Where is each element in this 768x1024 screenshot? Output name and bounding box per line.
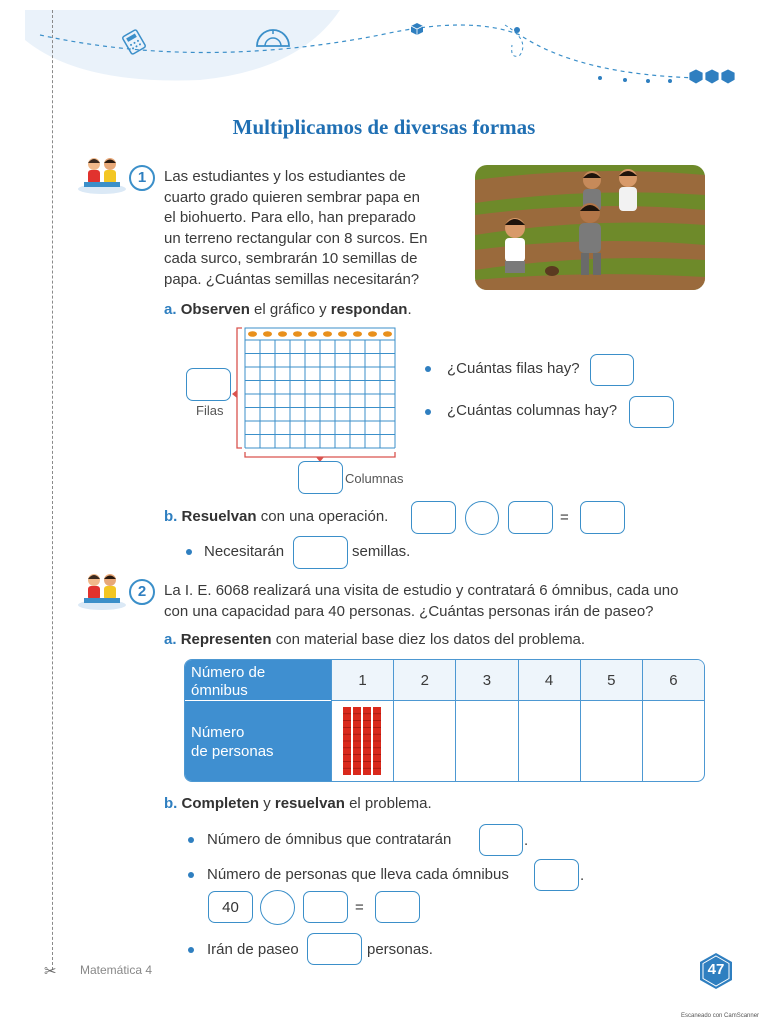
- instruction-text: .: [407, 301, 412, 318]
- page-number: 47: [707, 961, 725, 978]
- seed-dot: [248, 331, 257, 337]
- equals-sign-2: =: [355, 899, 364, 916]
- seed-dot: [278, 331, 287, 337]
- rows-answer-box[interactable]: [590, 354, 634, 386]
- table-column-header: 6: [642, 660, 704, 701]
- bullet: [186, 549, 192, 555]
- instruction-text: el gráfico y: [249, 301, 331, 318]
- problem-2-b-instruction: [164, 795, 432, 812]
- problem-1-line: Las estudiantes y los estudiantes de: [164, 168, 406, 185]
- instruction-verb: Resuelvan: [181, 508, 257, 525]
- buses-question: Número de ómnibus que contratarán: [207, 831, 452, 848]
- instruction-verb: Completen: [181, 795, 260, 812]
- problem-1-line: papa. ¿Cuántas semillas necesitarán?: [164, 270, 420, 288]
- equals-sign: =: [560, 509, 569, 526]
- table-cell-1[interactable]: [331, 701, 393, 781]
- base-ten-rods: [340, 705, 386, 777]
- operand-box-2[interactable]: [508, 501, 553, 534]
- people-per-bus-question: Número de personas que lleva cada ómnibus: [207, 866, 509, 883]
- subpart-letter: b.: [164, 795, 178, 812]
- seed-dot: [353, 331, 362, 337]
- instruction-verb: respondan: [330, 301, 408, 318]
- header-line: Número: [191, 724, 245, 741]
- rows-arrow: [232, 390, 237, 398]
- trip-label-end: personas.: [367, 941, 433, 958]
- instruction-verb: resuelvan: [274, 795, 345, 812]
- instruction-text: con material base diez los datos del problema.: [271, 631, 586, 648]
- table-column-header: 1: [331, 660, 393, 701]
- instruction-verb: Observen: [180, 301, 250, 318]
- problem-2-text: [164, 581, 678, 622]
- seeds-label: semillas.: [352, 543, 411, 560]
- problem-1-number: 1: [129, 165, 155, 191]
- problem-1-a-instruction: [164, 301, 412, 318]
- columns-answer-box[interactable]: [629, 396, 674, 428]
- bullet: [188, 947, 194, 953]
- problem-1-b-instruction: [164, 508, 388, 525]
- header-decoration: [0, 0, 768, 100]
- table-cell-6[interactable]: [642, 701, 704, 781]
- instruction-text: y: [259, 795, 275, 812]
- result-box-2[interactable]: [375, 891, 420, 923]
- question-rows: ¿Cuántas filas hay?: [447, 360, 580, 377]
- problem-2-a-instruction: [164, 631, 585, 648]
- columns-bracket: [245, 452, 395, 457]
- page-title: Multiplicamos de diversas formas: [232, 115, 536, 139]
- bullet: [188, 837, 194, 843]
- group-children-icon: [74, 155, 130, 195]
- seed-dot: [308, 331, 317, 337]
- header-line: de personas: [191, 743, 274, 760]
- problem-2-line: con una capacidad para 40 personas. ¿Cuántas personas irán de paseo?: [164, 602, 654, 620]
- seed-dot: [293, 331, 302, 337]
- protractor-icon: [253, 22, 293, 50]
- operand-40-box[interactable]: 40: [208, 891, 253, 923]
- cubes-icon: [688, 68, 736, 86]
- instruction-text: con una operación.: [256, 508, 389, 525]
- bullet: [425, 366, 431, 372]
- subpart-letter: a.: [164, 631, 177, 648]
- bullet: [188, 872, 194, 878]
- filas-answer-box[interactable]: [186, 368, 231, 401]
- filas-label: Filas: [196, 403, 224, 418]
- table-column-header: 4: [518, 660, 580, 701]
- seed-dot: [368, 331, 377, 337]
- problem-1-line: el biohuerto. Para ello, han preparado: [164, 209, 416, 226]
- period: .: [580, 867, 585, 884]
- table-cell-4[interactable]: [518, 701, 580, 781]
- table-column-header: 5: [580, 660, 642, 701]
- header-line: Número de: [191, 664, 266, 681]
- seed-dot: [323, 331, 332, 337]
- operator-circle-2[interactable]: [260, 890, 295, 925]
- problem-2-line: La I. E. 6068 realizará una visita de estudio y contratará 6 ómnibus, cada uno: [164, 582, 679, 599]
- cut-line: [52, 10, 53, 970]
- table-cell-2[interactable]: [393, 701, 455, 781]
- problem-1-line: cada surco, sembrarán 10 semillas de: [164, 250, 418, 267]
- seed-dot: [263, 331, 272, 337]
- table-cell-3[interactable]: [455, 701, 517, 781]
- result-box[interactable]: [580, 501, 625, 534]
- seed-grid: [230, 322, 410, 462]
- book-title: Matemática 4: [80, 963, 153, 977]
- problem-1-line: cuarto grado quieren sembrar papa en: [164, 188, 420, 206]
- subpart-letter: a.: [164, 301, 177, 318]
- seed-dot: [338, 331, 347, 337]
- header-line: ómnibus: [191, 682, 248, 699]
- bus-data-table: [184, 659, 705, 782]
- table-header-people: [185, 701, 331, 781]
- cube-icon: [410, 22, 424, 36]
- buses-answer-box[interactable]: [479, 824, 523, 856]
- operand-box-1[interactable]: [411, 501, 456, 534]
- children-planting-illustration: [475, 165, 705, 290]
- instruction-verb: Representen: [180, 631, 272, 648]
- instruction-text: el problema.: [344, 795, 432, 812]
- problem-1-text: [164, 167, 427, 290]
- table-column-header: 2: [393, 660, 455, 701]
- problem-2-number: 2: [129, 579, 155, 605]
- columnas-label: Columnas: [345, 471, 404, 486]
- table-cell-5[interactable]: [580, 701, 642, 781]
- rows-bracket: [237, 328, 242, 448]
- seeds-answer-box[interactable]: [293, 536, 348, 569]
- subpart-letter: b.: [164, 508, 178, 525]
- scanner-watermark: Escaneado con CamScanner: [681, 1013, 760, 1019]
- scissors-icon: ✂: [44, 963, 57, 980]
- question-columns: ¿Cuántas columnas hay?: [447, 402, 618, 419]
- period: .: [524, 832, 529, 849]
- trip-label: Irán de paseo: [207, 941, 299, 958]
- table-header-buses: [185, 660, 331, 701]
- trip-answer-box[interactable]: [307, 933, 362, 965]
- table-column-header: 3: [455, 660, 517, 701]
- people-per-bus-answer-box[interactable]: [534, 859, 579, 891]
- seed-dot: [383, 331, 392, 337]
- need-label: Necesitarán: [204, 543, 285, 560]
- bullet: [425, 409, 431, 415]
- columnas-answer-box[interactable]: [298, 461, 343, 494]
- group-children-icon: [74, 571, 130, 611]
- operand-box-3[interactable]: [303, 891, 348, 923]
- problem-1-line: un terreno rectangular con 8 surcos. En: [164, 229, 428, 247]
- calculator-icon: [121, 29, 147, 55]
- operator-circle[interactable]: [465, 501, 499, 535]
